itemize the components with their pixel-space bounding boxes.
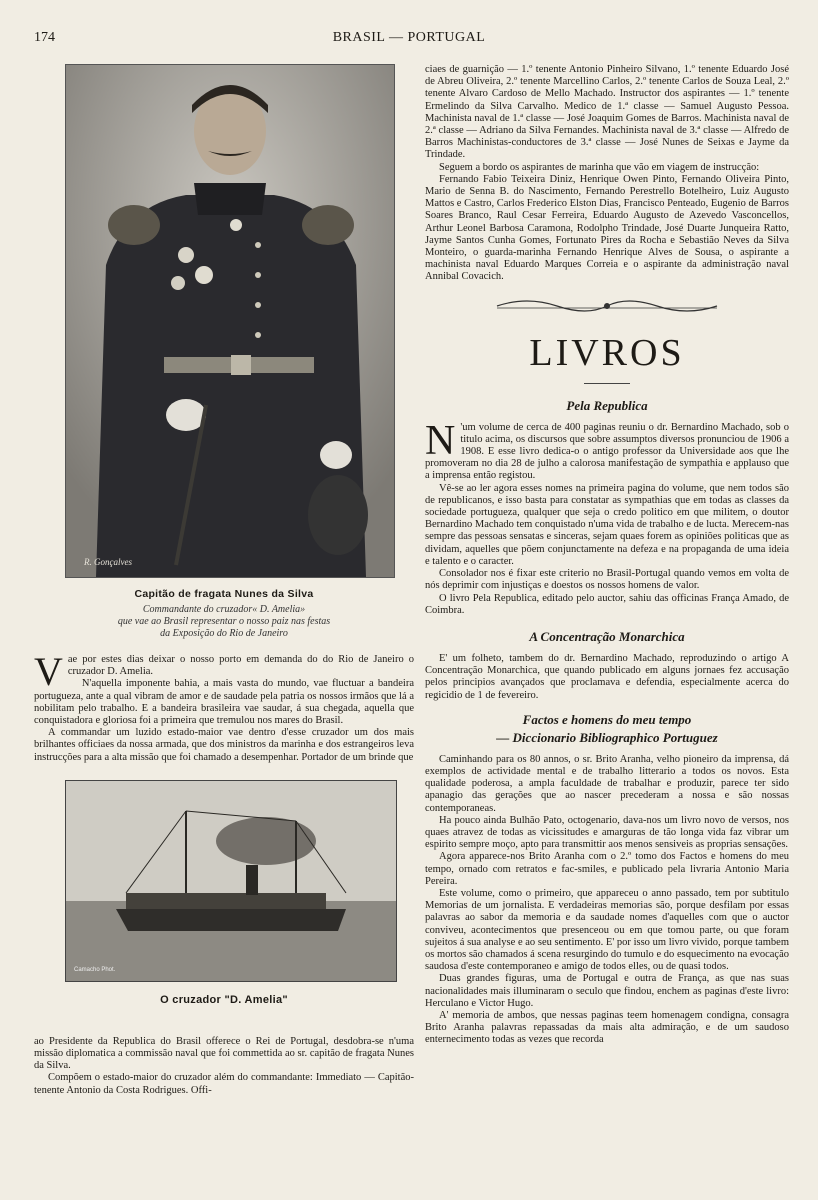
caption-line: da Exposição do Rio de Janeiro [160, 628, 288, 639]
left-column [34, 64, 414, 1097]
review-title: Factos e homens do meu tempo [522, 711, 692, 727]
drop-cap: N [425, 417, 456, 464]
article-paragraph: Fernando Fabio Teixeira Diniz, Henrique Owen Pinto, Fernando Oliveira Pinto, Mario de Senna B. do Nascimento, Fernando Perestrello Botelheiro, Luiz Augusto Mattos e Castro, Carlos Frederico Elston Dias, Francisco Penteado, Eugenio de Barros Soares Branco, Raul Cesar Ferreira, Eduardo Augusto de Azevedo Vasconcellos, Arthur Leonel Barbosa Caramona, Rodolpho Trindade, José Duarte Junqueira Ratto, Jayme Santos Cunha Gomes, Fortunato Pires da Rocha e Sebastião Neves da Silva Monteiro, o guarda-marinha Fernando Henrique Alves de Sousa, o aspirante a machinista naval Eduardo Marques Correia e o aspirante da administração naval Annibal Covacich. [425, 173, 789, 283]
review-title: Pela Republica [566, 397, 648, 413]
ship-photo [65, 780, 397, 982]
paragraph-text: 'um volume de cerca de 400 paginas reuniu o dr. Bernardino Machado, sob o titulo acima, os discursos que sobre assumptos diversos pronunciou de 1906 a 1908. E esse livro dedica-o o antigo professor da Universidade aos que lhe promoveram no dia 28 de julho a calorosa manifestação de sympathia e applauso que a imprensa então registou. [425, 421, 789, 482]
page-header [34, 30, 784, 52]
caption-line: Commandante do cruzador« D. Amelia» [142, 604, 306, 615]
divider [584, 383, 630, 384]
section-heading-livros: LIVROS [529, 331, 685, 374]
running-title: BRASIL — PORTUGAL [332, 30, 486, 45]
review-title: A Concentração Monarchica [529, 628, 685, 644]
portrait-photo [65, 64, 395, 578]
article-paragraph: Seguem a bordo os aspirantes de marinha que vão em viagem de instrucção: [439, 161, 760, 173]
article-paragraph: Compõem o estado-maior do cruzador além do commandante: Immediato — Capitão-tenente Antonio da Costa Rodrigues. Offi- [34, 1072, 414, 1096]
portrait-caption [34, 604, 414, 640]
ship-photo-credit: Camacho Phot. [74, 966, 116, 973]
article-paragraph: ao Presidente da Republica do Brasil offerece o Rei de Portugal, desdobra-se n'uma missão diplomatica a commissão naval que foi commettida ao sr. capitão de fragata Nunes da Silva. [34, 1035, 414, 1072]
paragraph-text: ae por estes dias deixar o nosso porto em demanda do do Rio de Janeiro o cruzador D. Amelia. [67, 654, 414, 678]
portrait-signature: R. Gonçalves [84, 557, 132, 567]
article-paragraph: O livro Pela Republica, editado pelo auctor, sahiu das officinas França Amado, de Coimbra. [425, 592, 789, 616]
page-number: 174 [34, 30, 55, 45]
article-paragraph: A commandar um luzido estado-maior vae dentro d'esse cruzador um dos mais brilhantes officiaes da nossa armada, que dos ministros da marinha e dos estrangeiros leva instrucções para a alta missão que foi chamado a desempenhar. Portador de um brinde que [34, 727, 414, 763]
article-paragraph [425, 417, 789, 483]
article-paragraph: Agora apparece-nos Brito Aranha com o 2.º tomo dos Factos e homens do meu tempo, ornado com retratos e fac-smiles, e publicado pela livraria Antonio Maria Pereira. [425, 851, 789, 887]
caption-line: que vae ao Brasil representar o nosso paiz nas festas [117, 616, 331, 627]
article-paragraph [34, 649, 414, 694]
article-paragraph: N'aquella imponente bahia, a mais vasta do mundo, vae fluctuar a bandeira portugueza, ante a qual vibram de amor e de saudade pela patria os nossos irmãos que lá a nobilitam pelo trabalho. E a bandeira brasileira vae saudar, á sua chegada, aquella que conquistadora e gloriosa foi a primeira que tremulou nos mares do Brasil. [34, 678, 414, 727]
article-paragraph: Ha pouco ainda Bulhão Pato, octogenario, dava-nos um livro novo de versos, nos quaes atravez de todas as vicissitudes e amarguras de tão longa vida faz vibrar um espirito sempre moço, apto para transmittir aos menos sensiveis as proprias sensações. [425, 814, 789, 851]
right-column [425, 64, 789, 1047]
article-paragraph: ciaes de guarnição — 1.º tenente Antonio Pinheiro Silvano, 1.º tenente Eduardo José de Abreu Oliveira, 2.º tenente Marcellino Carlos, 2.º tenente Carlos de Souza Leal, 2.º tenente Alvaro Cardoso de Mello Machado. Instructor dos aspirantes — 1.º tenente Ermelindo da Silva Carvalho. Medico de 1.ª classe — Samuel Augusto Pessoa. Machinista naval de 1.ª classe — José Joaquim Gomes de Barros. Machinista naval de 2.ª classe — Adriano da Silva Fernandes. Machinista naval de 3.ª classe — Alfredo de Barros Machinistas-conductores de 3.ª classe — José Nunes de Seixas e Jayme da Trindade. [425, 64, 789, 161]
article-paragraph: Consolador nos é fixar este criterio no Brasil-Portugal quando vemos em volta de nós deprimir com injustiças e doestos os nossos homens de valor. [425, 568, 789, 592]
article-paragraph: E' um folheto, tambem do dr. Bernardino Machado, reproduzindo o artigo A Concentração Monarchica, que quando publicado em alguns jornaes fez accusação pelos principios avançados que proclamava e defendia, especialmente acerca do regicidio de 1 de fevereiro. [425, 652, 789, 701]
article-paragraph: Duas grandes figuras, uma de Portugal e outra de França, as que nas suas nacionalidades mais illuminaram o seculo que findou, enchem as paginas d'este livro: Herculano e Victor Hugo. [425, 973, 789, 1009]
article-paragraph: Este volume, como o primeiro, que appareceu o anno passado, tem por subtitulo Memorias de um jornalista. E verdadeiras memorias são, porque desfilam por essas palavras ao sabor da memoria e da saudade nomes d'aquelles com que o auctor conviveu, acontecimentos que presenceou ou em que tomou parte, ou que foram sujeitos á sua analyse e ao seu sentimento. E' por isso um livro vivido, porque tambem os mortos são chamados á scena resurgindo do tumulo e do esquecimento na evocação saudosa d'este contemporaneo e amigo de todos elles, ou de quasi todos. [425, 887, 789, 973]
article-paragraph: Vê-se ao ler agora esses nomes na primeira pagina do volume, que nem todos são de republicanos, e isso basta para constatar as sympathias que em todas as classes da sociedade portugueza, qualquer que seja o credo politico em que militem, o doutor Bernardino Machado tem conquistado n'uma vida de trabalho e de lucta. Merecem-nas sempre das pessoas sensatas e sinceras, sejam quaes forem as opiniões politicas que as dividam, aquelles que põem conjunctamente na defeza e na propaganda de uma ideia e talento e o caracter. [425, 482, 790, 567]
article-paragraph: Caminhando para os 80 annos, o sr. Brito Aranha, velho pioneiro da imprensa, dá exemplos de actividade mental e de trabalho litterario a todos os novos. Esta qualidade poderosa, a ampla faculdade de trabalhar e produzir, parece ter sido apanagio das gerações que ao nascer precederam a nossa e são nossas contemporaneas. [425, 753, 789, 814]
review-subtitle: — Diccionario Bibliographico Portuguez [496, 729, 718, 745]
drop-cap: V [34, 649, 63, 694]
ship-caption: O cruzador "D. Amelia" [160, 993, 288, 1006]
ornamental-divider [425, 296, 789, 321]
portrait-caption-title: Capitão de fragata Nunes da Silva [134, 588, 314, 600]
article-paragraph: A' memoria de ambos, que nessas paginas teem homenagem condigna, consagra Brito Aranha palavras repassadas da mais alta admiração, e de um saudoso enternecimento todas as vezes que recorda [425, 1009, 789, 1046]
